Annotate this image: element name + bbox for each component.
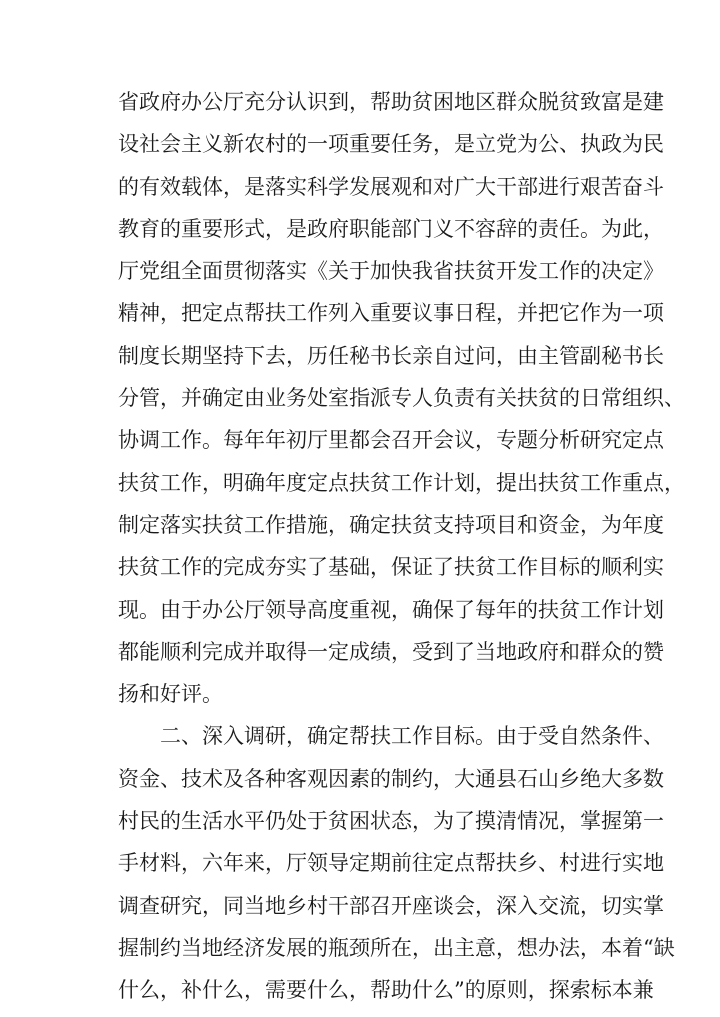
text-line: 扶贫工作，明确年度定点扶贫工作计划，提出扶贫工作重点， xyxy=(118,470,685,495)
text-line: 扶贫工作的完成夯实了基础，保证了扶贫工作目标的顺利实 xyxy=(118,555,664,580)
text-line: 省政府办公厅充分认识到，帮助贫困地区群众脱贫致富是建 xyxy=(118,90,664,114)
text-line: 村民的生活水平仍处于贫困状态，为了摸清情况，掌握第一 xyxy=(118,809,664,834)
text-line: 资金、技术及各种客观因素的制约，大通县石山乡绝大多数 xyxy=(118,766,664,791)
text-line: 扬和好评。 xyxy=(118,682,223,707)
text-line: 二、深入调研，确定帮扶工作目标。由于受自然条件、 xyxy=(160,724,664,749)
text-line: 厅党组全面贯彻落实《关于加快我省扶贫开发工作的决定》 xyxy=(118,259,664,284)
text-line: 分管，并确定由业务处室指派专人负责有关扶贫的日常组织、 xyxy=(118,386,685,411)
text-line: 教育的重要形式，是政府职能部门义不容辞的责任。为此， xyxy=(118,216,664,241)
text-line: 协调工作。每年年初厅里都会召开会议，专题分析研究定点 xyxy=(118,428,664,453)
text-line: 调查研究，同当地乡村干部召开座谈会，深入交流，切实掌 xyxy=(118,893,664,918)
text-line: 手材料，六年来，厅领导定期前往定点帮扶乡、村进行实地 xyxy=(118,851,664,876)
text-line: 精神，把定点帮扶工作列入重要议事日程，并把它作为一项 xyxy=(118,301,664,326)
text-line: 什么，补什么，需要什么，帮助什么”的原则，探索标本兼 xyxy=(118,978,654,1003)
text-line: 握制约当地经济发展的瓶颈所在，出主意，想办法，本着“缺 xyxy=(118,935,675,960)
text-line: 设社会主义新农村的一项重要任务，是立党为公、执政为民 xyxy=(118,132,664,157)
text-line: 都能顺利完成并取得一定成绩，受到了当地政府和群众的赞 xyxy=(118,639,664,664)
text-line: 的有效载体，是落实科学发展观和对广大干部进行艰苦奋斗 xyxy=(118,174,664,199)
text-line: 制度长期坚持下去，历任秘书长亲自过问，由主管副秘书长 xyxy=(118,343,664,368)
text-line: 现。由于办公厅领导高度重视，确保了每年的扶贫工作计划 xyxy=(118,597,664,622)
paragraph-2 xyxy=(118,715,675,1011)
paragraph-1 xyxy=(118,81,685,715)
text-line: 制定落实扶贫工作措施，确定扶贫支持项目和资金，为年度 xyxy=(118,512,664,537)
body-text xyxy=(118,81,685,1012)
